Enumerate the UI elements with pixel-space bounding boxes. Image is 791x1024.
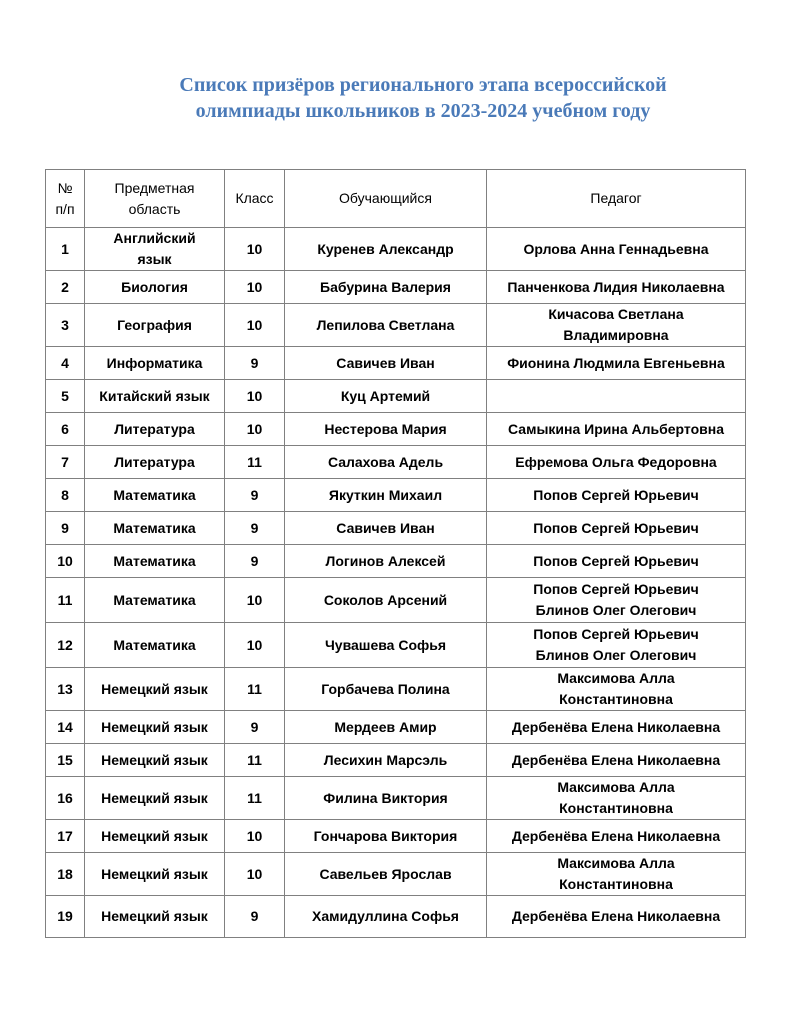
- header-subject: Предметная область: [85, 170, 225, 228]
- row-teacher: Дербенёва Елена Николаевна: [487, 896, 746, 938]
- row-num: 16: [46, 777, 85, 820]
- row-grade: 10: [225, 304, 285, 347]
- row-subject: Немецкий язык: [85, 896, 225, 938]
- table-row: [46, 578, 746, 623]
- row-subject: Немецкий язык: [85, 744, 225, 777]
- row-student: Савичев Иван: [285, 512, 487, 545]
- row-teacher: Ефремова Ольга Федоровна: [487, 446, 746, 479]
- row-num: 15: [46, 744, 85, 777]
- title-line-2: олимпиады школьников в 2023-2024 учебном году: [195, 100, 651, 122]
- table-row: [46, 304, 746, 347]
- row-student: Мердеев Амир: [285, 711, 487, 744]
- row-teacher: Кичасова Светлана Владимировна: [487, 304, 746, 347]
- table-row: [46, 446, 746, 479]
- row-num: 6: [46, 413, 85, 446]
- table-row: [46, 623, 746, 668]
- row-subject: Немецкий язык: [85, 853, 225, 896]
- row-subject: Немецкий язык: [85, 820, 225, 853]
- table-row: [46, 777, 746, 820]
- row-grade: 10: [225, 413, 285, 446]
- row-num: 10: [46, 545, 85, 578]
- table-row: [46, 853, 746, 896]
- row-grade: 9: [225, 545, 285, 578]
- row-num: 1: [46, 228, 85, 271]
- table-row: [46, 545, 746, 578]
- row-teacher: Попов Сергей Юрьевич Блинов Олег Олегович: [487, 578, 746, 623]
- row-teacher: Дербенёва Елена Николаевна: [487, 820, 746, 853]
- row-student: Салахова Адель: [285, 446, 487, 479]
- row-subject: Информатика: [85, 347, 225, 380]
- row-student: Хамидуллина Софья: [285, 896, 487, 938]
- row-grade: 11: [225, 744, 285, 777]
- row-teacher: Максимова Алла Константиновна: [487, 853, 746, 896]
- row-grade: 10: [225, 228, 285, 271]
- row-grade: 11: [225, 668, 285, 711]
- row-student: Лесихин Марсэль: [285, 744, 487, 777]
- row-grade: 11: [225, 446, 285, 479]
- row-student: Савельев Ярослав: [285, 853, 487, 896]
- row-grade: 9: [225, 347, 285, 380]
- row-grade: 9: [225, 512, 285, 545]
- table-row: [46, 711, 746, 744]
- row-grade: 10: [225, 380, 285, 413]
- row-teacher: [487, 380, 746, 413]
- title-line-1: Список призёров регионального этапа всероссийской: [179, 74, 667, 96]
- row-student: Гончарова Виктория: [285, 820, 487, 853]
- row-teacher: Максимова Алла Константиновна: [487, 668, 746, 711]
- row-grade: 9: [225, 896, 285, 938]
- row-student: Нестерова Мария: [285, 413, 487, 446]
- row-num: 12: [46, 623, 85, 668]
- header-num: № п/п: [46, 170, 85, 228]
- row-num: 8: [46, 479, 85, 512]
- table-row: [46, 271, 746, 304]
- row-num: 2: [46, 271, 85, 304]
- row-student: Куренев Александр: [285, 228, 487, 271]
- row-subject: Литература: [85, 413, 225, 446]
- table-row: [46, 744, 746, 777]
- row-num: 11: [46, 578, 85, 623]
- row-teacher: Максимова Алла Константиновна: [487, 777, 746, 820]
- row-teacher: Попов Сергей Юрьевич Блинов Олег Олегович: [487, 623, 746, 668]
- row-grade: 11: [225, 777, 285, 820]
- row-subject: Математика: [85, 545, 225, 578]
- row-num: 3: [46, 304, 85, 347]
- row-teacher: Самыкина Ирина Альбертовна: [487, 413, 746, 446]
- row-student: Лепилова Светлана: [285, 304, 487, 347]
- row-teacher: Орлова Анна Геннадьевна: [487, 228, 746, 271]
- row-subject: Немецкий язык: [85, 711, 225, 744]
- header-teacher: Педагог: [487, 170, 746, 228]
- row-num: 18: [46, 853, 85, 896]
- row-subject: Китайский язык: [85, 380, 225, 413]
- row-num: 19: [46, 896, 85, 938]
- table-row: [46, 512, 746, 545]
- row-teacher: Попов Сергей Юрьевич: [487, 479, 746, 512]
- row-num: 5: [46, 380, 85, 413]
- row-grade: 10: [225, 820, 285, 853]
- row-subject: Математика: [85, 479, 225, 512]
- winners-table: [45, 169, 746, 938]
- row-subject: Математика: [85, 623, 225, 668]
- header-student: Обучающийся: [285, 170, 487, 228]
- row-subject: География: [85, 304, 225, 347]
- row-teacher: Панченкова Лидия Николаевна: [487, 271, 746, 304]
- row-student: Чувашева Софья: [285, 623, 487, 668]
- row-subject: Литература: [85, 446, 225, 479]
- row-teacher: Дербенёва Елена Николаевна: [487, 744, 746, 777]
- row-student: Савичев Иван: [285, 347, 487, 380]
- row-student: Якуткин Михаил: [285, 479, 487, 512]
- table-row: [46, 820, 746, 853]
- row-grade: 9: [225, 711, 285, 744]
- row-subject: Немецкий язык: [85, 668, 225, 711]
- row-grade: 10: [225, 271, 285, 304]
- table-row: [46, 896, 746, 938]
- row-num: 9: [46, 512, 85, 545]
- row-teacher: Дербенёва Елена Николаевна: [487, 711, 746, 744]
- row-grade: 10: [225, 623, 285, 668]
- row-teacher: Попов Сергей Юрьевич: [487, 545, 746, 578]
- document-title: [0, 72, 791, 124]
- row-grade: 10: [225, 853, 285, 896]
- row-grade: 10: [225, 578, 285, 623]
- row-subject: Немецкий язык: [85, 777, 225, 820]
- table-row: [46, 380, 746, 413]
- row-grade: 9: [225, 479, 285, 512]
- row-num: 14: [46, 711, 85, 744]
- table-row: [46, 347, 746, 380]
- row-subject: Английский язык: [85, 228, 225, 271]
- table-row: [46, 668, 746, 711]
- row-student: Бабурина Валерия: [285, 271, 487, 304]
- row-teacher: Попов Сергей Юрьевич: [487, 512, 746, 545]
- row-num: 4: [46, 347, 85, 380]
- table-header-row: [46, 170, 746, 228]
- table-row: [46, 413, 746, 446]
- row-num: 17: [46, 820, 85, 853]
- row-student: Соколов Арсений: [285, 578, 487, 623]
- table-row: [46, 228, 746, 271]
- row-num: 7: [46, 446, 85, 479]
- row-subject: Математика: [85, 512, 225, 545]
- row-subject: Математика: [85, 578, 225, 623]
- row-num: 13: [46, 668, 85, 711]
- table-row: [46, 479, 746, 512]
- row-student: Горбачева Полина: [285, 668, 487, 711]
- row-teacher: Фионина Людмила Евгеньевна: [487, 347, 746, 380]
- row-student: Филина Виктория: [285, 777, 487, 820]
- row-student: Куц Артемий: [285, 380, 487, 413]
- row-subject: Биология: [85, 271, 225, 304]
- row-student: Логинов Алексей: [285, 545, 487, 578]
- header-grade: Класс: [225, 170, 285, 228]
